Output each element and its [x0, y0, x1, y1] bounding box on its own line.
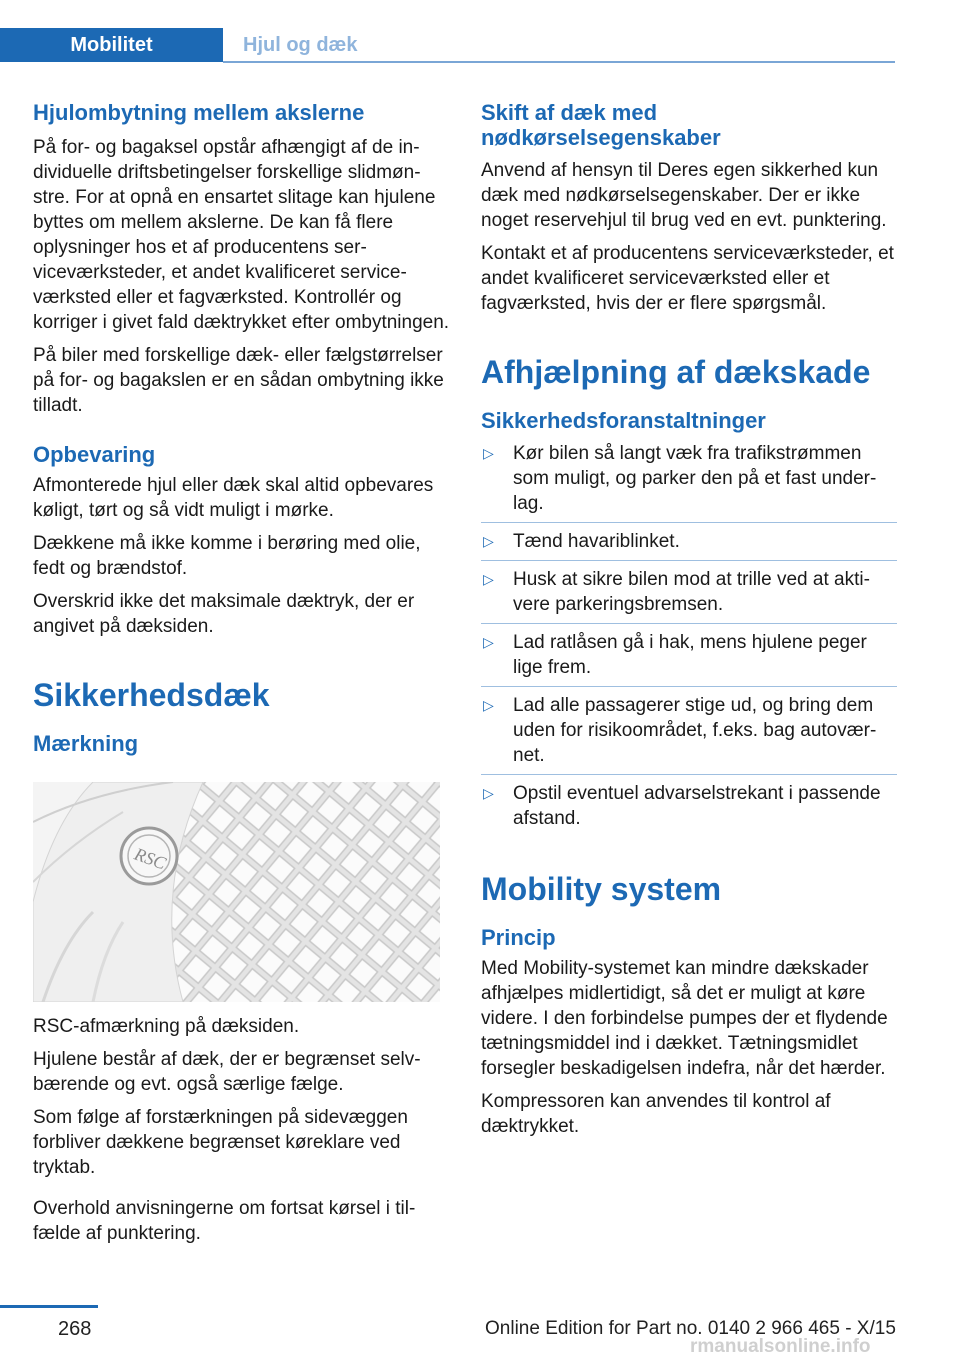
- subheading-princip: Princip: [481, 925, 556, 950]
- triangle-icon: ▷: [483, 634, 494, 650]
- paragraph: Dækkene må ikke komme i berøring med olie, fedt og brændstof.: [33, 533, 421, 579]
- heading-afhjaelpning: Afhjælpning af dækskade: [481, 354, 871, 390]
- triangle-icon: ▷: [483, 571, 494, 587]
- paragraph: Afmonterede hjul eller dæk skal altid opbevares køligt, tørt og så vidt muligt i mørke.: [33, 475, 434, 521]
- triangle-icon: ▷: [483, 785, 494, 801]
- list-item-text: Tænd havariblinket.: [513, 531, 680, 552]
- triangle-icon: ▷: [483, 533, 494, 549]
- paragraph: Overskrid ikke det maksimale dæktryk, der er angivet på dæksiden.: [33, 591, 415, 637]
- tire-illustration: [33, 782, 440, 1002]
- paragraph: På for- og bagaksel opstår afhængigt af de individuelle driftsbetingelser forskellige slidmønstre. For at opnå en ensartet slitage kan hjulene byttes om mellem akslerne. De kan få flere oplysninger hos et af producentens serviceværksteder, et andet kvalificeret serviceværksted eller et fagværksted. Kontrollér og korriger i givet fald dæktrykket efter ombytningen.: [33, 137, 450, 333]
- list-item: [481, 560, 897, 623]
- heading-sikkerhedsdaek: Sikkerhedsdæk: [33, 677, 270, 713]
- right-column: [481, 100, 897, 1139]
- paragraph: Kontakt et af producentens serviceværksteder, et andet kvalificeret serviceværksted eller et fagværksted, hvis der er flere spørgsmål.: [481, 243, 894, 314]
- left-column: [33, 100, 451, 1246]
- paragraph: Med Mobility-systemet kan mindre dækskader afhjælpes midlertidigt, så det er muligt at køre videre. I den forbindelse pumpes der et flydende tætningsmiddel ind i dækket. Tætningsmidlet forsegler beskadigelsen indefra, når det hærder.: [481, 958, 888, 1079]
- rsc-logo: RSC: [131, 843, 169, 874]
- paragraph: På biler med forskellige dæk- eller fælgstørrelser på for- og bagakslen er en sådan ombytning ikke tilladt.: [33, 345, 444, 416]
- tire-rsc-figure: [33, 782, 440, 1002]
- header-rule: [223, 61, 895, 63]
- tab-mobilitet[interactable]: Mobilitet: [0, 28, 223, 62]
- safety-list: [481, 441, 897, 831]
- page-number: 268: [58, 1318, 92, 1340]
- paragraph: Anvend af hensyn til Deres egen sikkerhed kun dæk med nødkørselsegenskaber. Der er ikke noget reservehjul til brug ved en evt. punktering.: [481, 160, 887, 231]
- edition-text: Online Edition for Part no. 0140 2 966 465 - X/15: [485, 1318, 896, 1339]
- list-item: [481, 441, 897, 522]
- triangle-icon: ▷: [483, 445, 494, 461]
- subheading-sikkerhedsforanstaltninger: Sikkerhedsforanstaltninger: [481, 408, 766, 433]
- list-item-text: Opstil eventuel advarselstrekant i passende afstand.: [513, 783, 881, 829]
- section-title-opbevaring: Opbevaring: [33, 442, 156, 467]
- list-item: [481, 686, 897, 774]
- footer-rule: [0, 1305, 98, 1308]
- list-item: [481, 774, 897, 831]
- list-item: [481, 623, 897, 686]
- paragraph: Hjulene består af dæk, der er begrænset selvbærende og evt. også særlige fælge.: [33, 1049, 421, 1095]
- triangle-icon: ▷: [483, 697, 494, 713]
- list-item-text: Lad ratlåsen gå i hak, mens hjulene peger lige frem.: [513, 632, 867, 678]
- watermark: rmanualsonline.info: [690, 1336, 871, 1357]
- heading-mobility-system: Mobility system: [481, 871, 722, 907]
- list-item-text: Lad alle passagerer stige ud, og bring dem uden for risikoområdet, f.eks. bag autoværnet.: [513, 695, 877, 766]
- list-item: [481, 522, 897, 560]
- tab-hjul-og-daek[interactable]: Hjul og dæk: [243, 34, 358, 56]
- list-item-text: Husk at sikre bilen mod at trille ved at aktivere parkeringsbremsen.: [513, 569, 870, 615]
- paragraph: Som følge af forstærkningen på sidevæggen forbliver dækkene begrænset køreklare ved tryktab.: [33, 1107, 408, 1178]
- section-title-hjulombytning: Hjulombytning mellem akslerne: [33, 100, 365, 125]
- section-title-skift-af-daek: Skift af dæk med nødkørselsegenskaber: [481, 100, 721, 150]
- subheading-maerkning: Mærkning: [33, 731, 139, 756]
- figure-caption: RSC-afmærkning på dæksiden.: [33, 1016, 300, 1037]
- paragraph: Kompressoren kan anvendes til kontrol af dæktrykket.: [481, 1091, 831, 1137]
- paragraph: Overhold anvisningerne om fortsat kørsel i tilfælde af punktering.: [33, 1198, 416, 1244]
- list-item-text: Kør bilen så langt væk fra trafikstrømmen som muligt, og parker den på et fast underlag.: [513, 443, 877, 514]
